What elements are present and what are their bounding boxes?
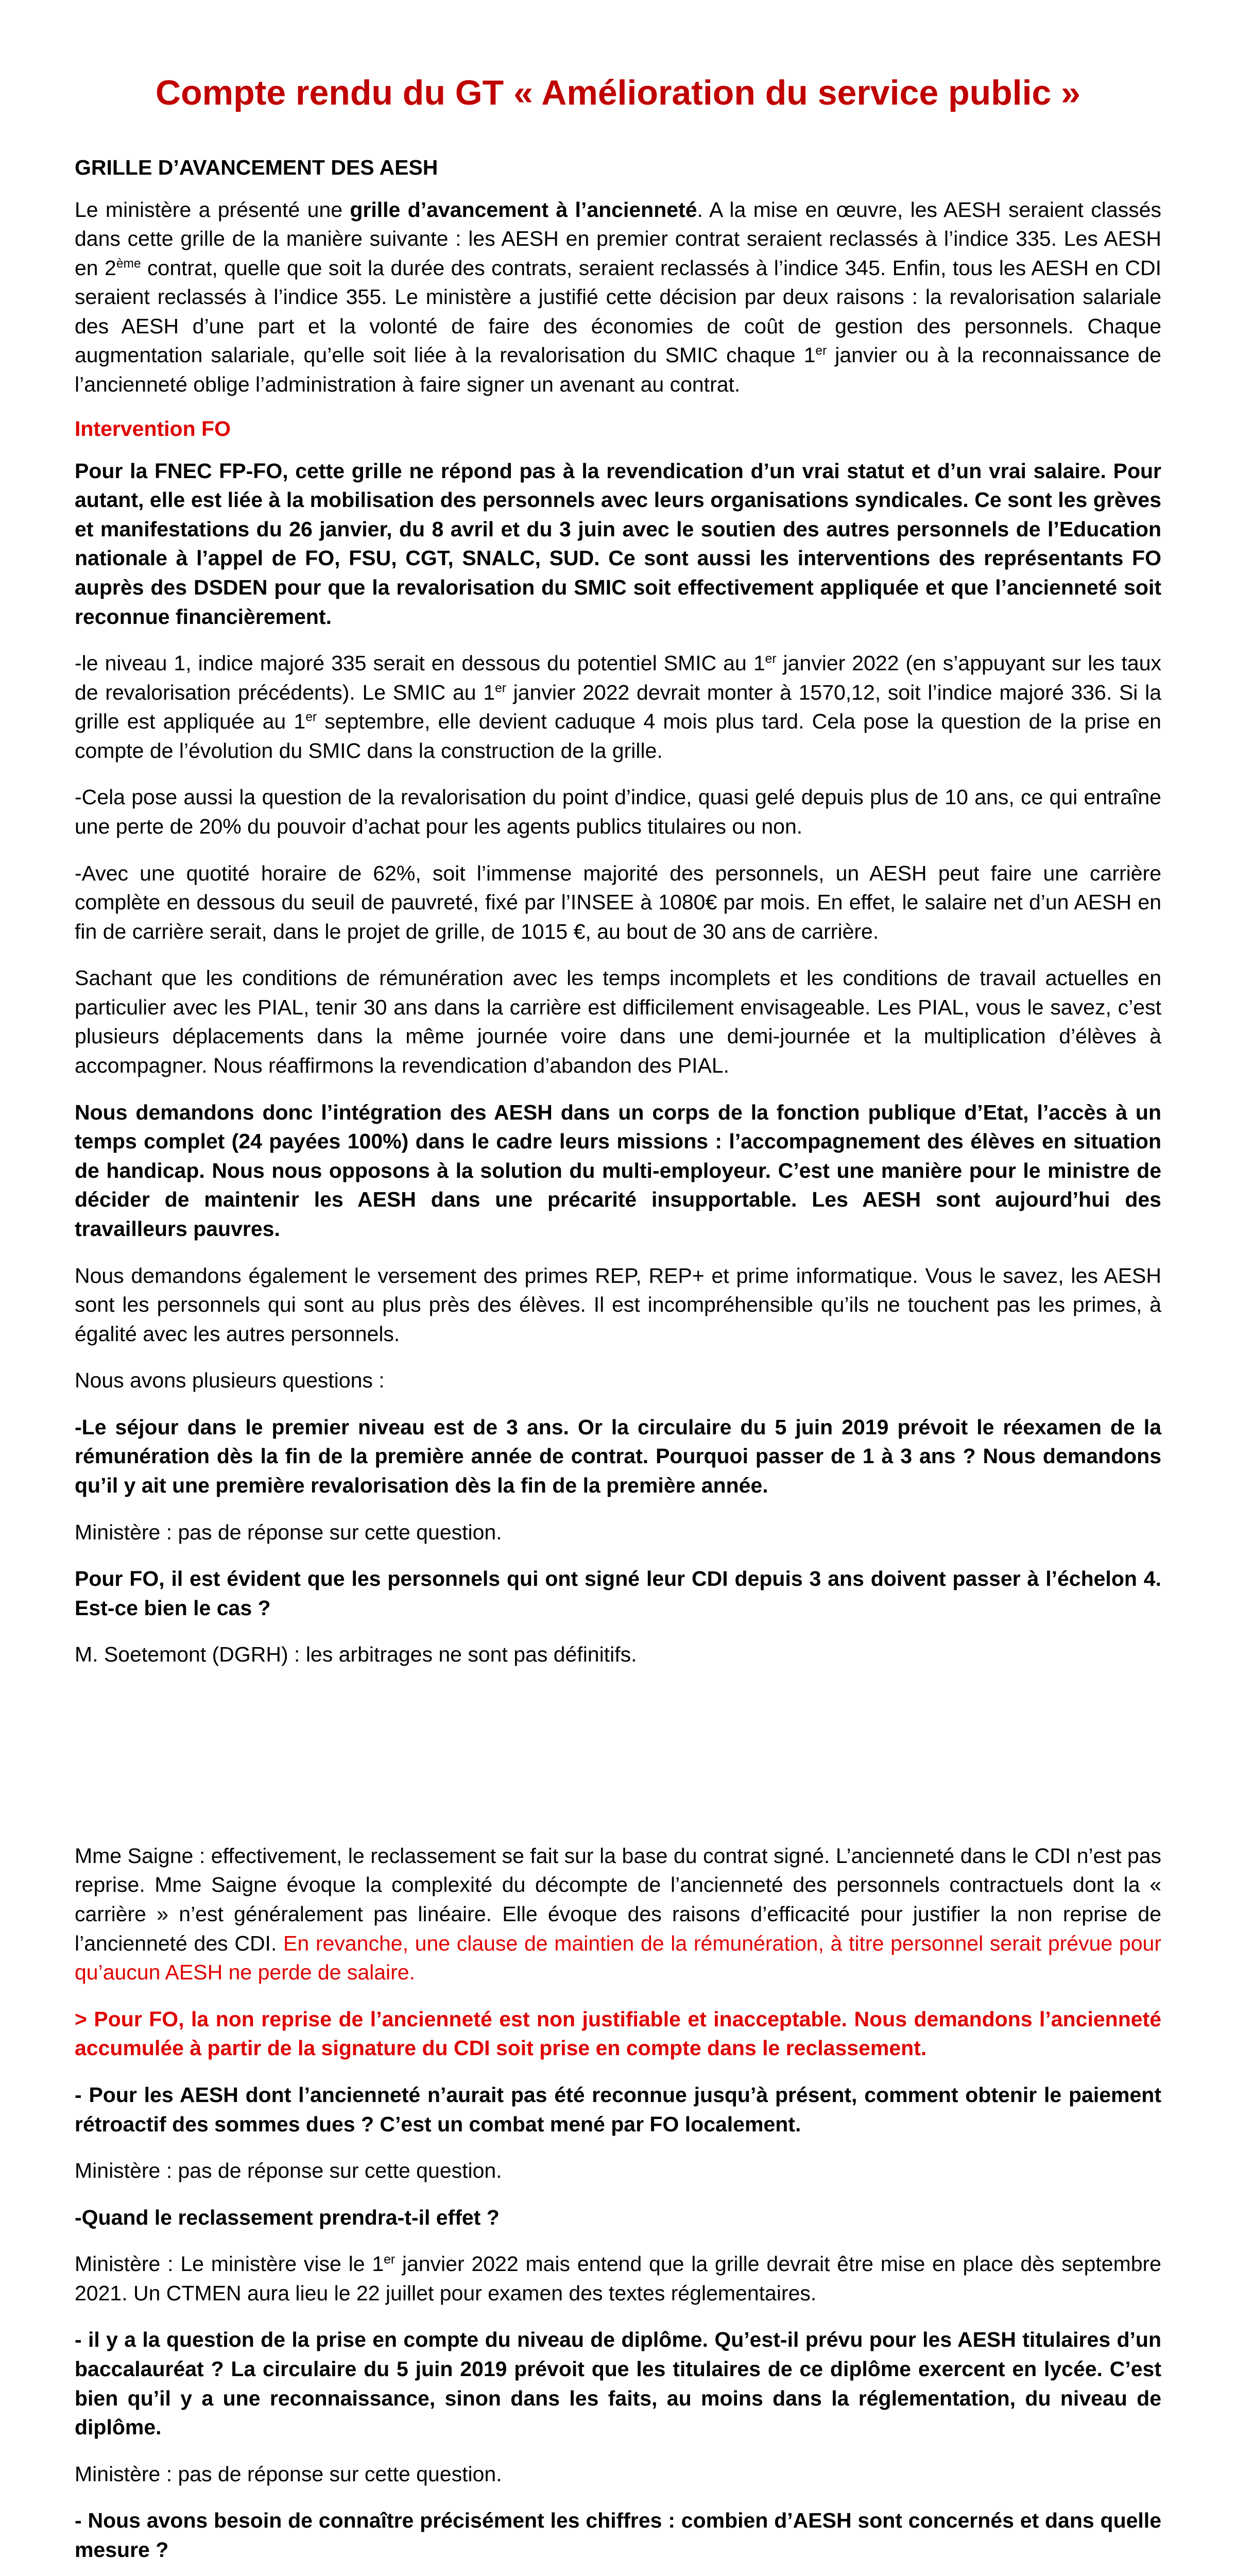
paragraph-point-indice: -Cela pose aussi la question de la revalorisation du point d’indice, quasi gelé depuis plus de 10 ans, ce qui entraîne une perte de 20% du pouvoir d’achat pour les agents publics titulaires ou non. bbox=[75, 785, 1161, 838]
page-break-gap bbox=[75, 1687, 1161, 1841]
section-heading-intervention: Intervention FO bbox=[75, 416, 231, 440]
question-sejour: -Le séjour dans le premier niveau est de 3 ans. Or la circulaire du 5 juin 2019 prévoit le réexamen de la rémunération dès la fin de la première année de contrat. Pourquoi passer de 1 à 3 ans ? Nous demandons qu’il y ait une première revalorisation dès la fin de la première année. bbox=[75, 1415, 1161, 1497]
question-chiffres: - Nous avons besoin de connaître précisément les chiffres : combien d’AESH sont concernés et dans quelle mesure ? bbox=[75, 2509, 1161, 2562]
paragraph-quotite: -Avec une quotité horaire de 62%, soit l’immense majorité des personnels, un AESH peut faire une carrière complète en dessous du seuil de pauvreté, fixé par l’INSEE à 1080€ par mois. En effet, le salaire net d’un AESH en fin de carrière serait, dans le projet de grille, de 1015 €, au bout de 30 ans de carrière. bbox=[75, 861, 1161, 943]
paragraph-grille-intro: Le ministère a présenté une grille d’avancement à l’ancienneté. A la mise en œuvre, les AESH seraient classés dans cette grille de la manière suivante : les AESH en premier contrat seraient reclassés à l’indice 335. Les AESH en 2ème contrat, quelle que soit la durée des contrats, seraient reclassés à l’indice 345. Enfin, tous les AESH en CDI seraient reclassés à l’indice 355. Le ministère a justifié cette décision par deux raisons : la revalorisation salariale des AESH d’une part et la volonté de faire des économies de coût de gestion des personnels. Chaque augmentation salariale, qu’elle soit liée à la revalorisation du SMIC chaque 1er janvier ou à la reconnaissance de l’ancienneté oblige l’administration à faire signer un avenant au contrat. bbox=[75, 197, 1161, 397]
paragraph-demands: Nous demandons donc l’intégration des AESH dans un corps de la fonction publique d’Etat, l’accès à un temps complet (24 payées 100%) dans le cadre leurs missions : l’accompagnement des élèves en situation de handicap. Nous nous opposons à la solution du multi-employeur. C’est une manière pour le ministre de décider de maintenir les AESH dans une précarité insupportable. Les AESH sont aujourd’hui des travailleurs pauvres. bbox=[75, 1100, 1161, 1241]
paragraph-fo-position: Pour la FNEC FP-FO, cette grille ne répond pas à la revendication d’un vrai statut et d’un vrai salaire. Pour autant, elle est liée à la mobilisation des personnels avec leurs organisations syndicales. Ce sont les grèves et manifestations du 26 janvier, du 8 avril et du 3 juin avec le soutien des autres personnels de l’Education nationale à l’appel de FO, FSU, CGT, SNALC, SUD. Ce sont aussi les interventions des représentants FO auprès des DSDEN pour que la revalorisation du SMIC soit effectivement appliquée et que l’ancienneté soit reconnue financièrement. bbox=[75, 459, 1161, 629]
question-cdi: Pour FO, il est évident que les personnels qui ont signé leur CDI depuis 3 ans doivent passer à l’échelon 4. Est-ce bien le cas ? bbox=[75, 1567, 1161, 1620]
paragraph-niveau1: -le niveau 1, indice majoré 335 serait en dessous du potentiel SMIC au 1er janvier 2022 (en s’appuyant sur les taux de revalorisation précédents). Le SMIC au 1er janvier 2022 devrait monter à 1570,12, soit l’indice majoré 336. Si la grille est appliquée au 1er septembre, elle devient caduque 4 mois plus tard. Cela pose la question de la prise en compte de l’évolution du SMIC dans la construction de la grille. bbox=[75, 651, 1162, 762]
answer-reclassement: Ministère : Le ministère vise le 1er janvier 2022 mais entend que la grille devrait être mise en place dès septembre 2021. Un CTMEN aura lieu le 22 juillet pour examen des textes réglementaires. bbox=[75, 2252, 1161, 2305]
page-title: Compte rendu du GT « Amélioration du service public » bbox=[156, 73, 1080, 112]
paragraph-pial: Sachant que les conditions de rémunération avec les temps incomplets et les conditions de travail actuelles en particulier avec les PIAL, tenir 30 ans dans la carrière est difficilement envisageable. Les PIAL, vous le savez, c’est plusieurs déplacements dans la même journée voire dans une demi-journée et la multiplication d’élèves à accompagner. Nous réaffirmons la revendication d’abandon des PIAL. bbox=[75, 966, 1161, 1078]
answer-sejour: Ministère : pas de réponse sur cette question. bbox=[75, 1520, 502, 1544]
question-retroactif: - Pour les AESH dont l’ancienneté n’aurait pas été reconnue jusqu’à présent, comment obtenir le paiement rétroactif des sommes dues ? C’est un combat mené par FO localement. bbox=[75, 2082, 1161, 2136]
answer-diplome: Ministère : pas de réponse sur cette question. bbox=[75, 2462, 502, 2486]
section-heading-grille: GRILLE D’AVANCEMENT DES AESH bbox=[75, 155, 438, 179]
paragraph-primes: Nous demandons également le versement des primes REP, REP+ et prime informatique. Vous le savez, les AESH sont les personnels qui sont au plus près des élèves. Il est incompréhensible qu’ils ne touchent pas les primes, à égalité avec les autres personnels. bbox=[75, 1263, 1161, 1346]
answer-cdi: M. Soetemont (DGRH) : les arbitrages ne sont pas définitifs. bbox=[75, 1642, 637, 1667]
answer-retroactif: Ministère : pas de réponse sur cette question. bbox=[75, 2159, 502, 2183]
question-reclassement: -Quand le reclassement prendra-t-il effet ? bbox=[75, 2205, 500, 2229]
paragraph-questions-intro: Nous avons plusieurs questions : bbox=[75, 1368, 385, 1393]
paragraph-saigne: Mme Saigne : effectivement, le reclassement se fait sur la base du contrat signé. L’ancienneté dans le CDI n’est pas reprise. Mme Saigne évoque la complexité du décompte de l’ancienneté des personnels contractuels dont la « carrière » n’est généralement pas linéaire. Elle évoque des raisons d’efficacité pour justifier la non reprise de l’ancienneté des CDI. En revanche, une clause de maintien de la rémunération, à titre personnel serait prévue pour qu’aucun AESH ne perde de salaire. bbox=[75, 1843, 1161, 1985]
question-diplome: - il y a la question de la prise en compte du niveau de diplôme. Qu’est-il prévu pour les AESH titulaires d’un baccalauréat ? La circulaire du 5 juin 2019 prévoit que les titulaires de ce diplôme exercent en lycée. C’est bien qu’il y a une reconnaissance, sinon dans les faits, au moins dans la réglementation, du niveau de diplôme. bbox=[75, 2328, 1161, 2439]
paragraph-fo-anciennete: > Pour FO, la non reprise de l’ancienneté est non justifiable et inacceptable. Nous demandons l’ancienneté accumulée à partir de la signature du CDI soit prise en compte dans le reclassement. bbox=[75, 2007, 1161, 2060]
